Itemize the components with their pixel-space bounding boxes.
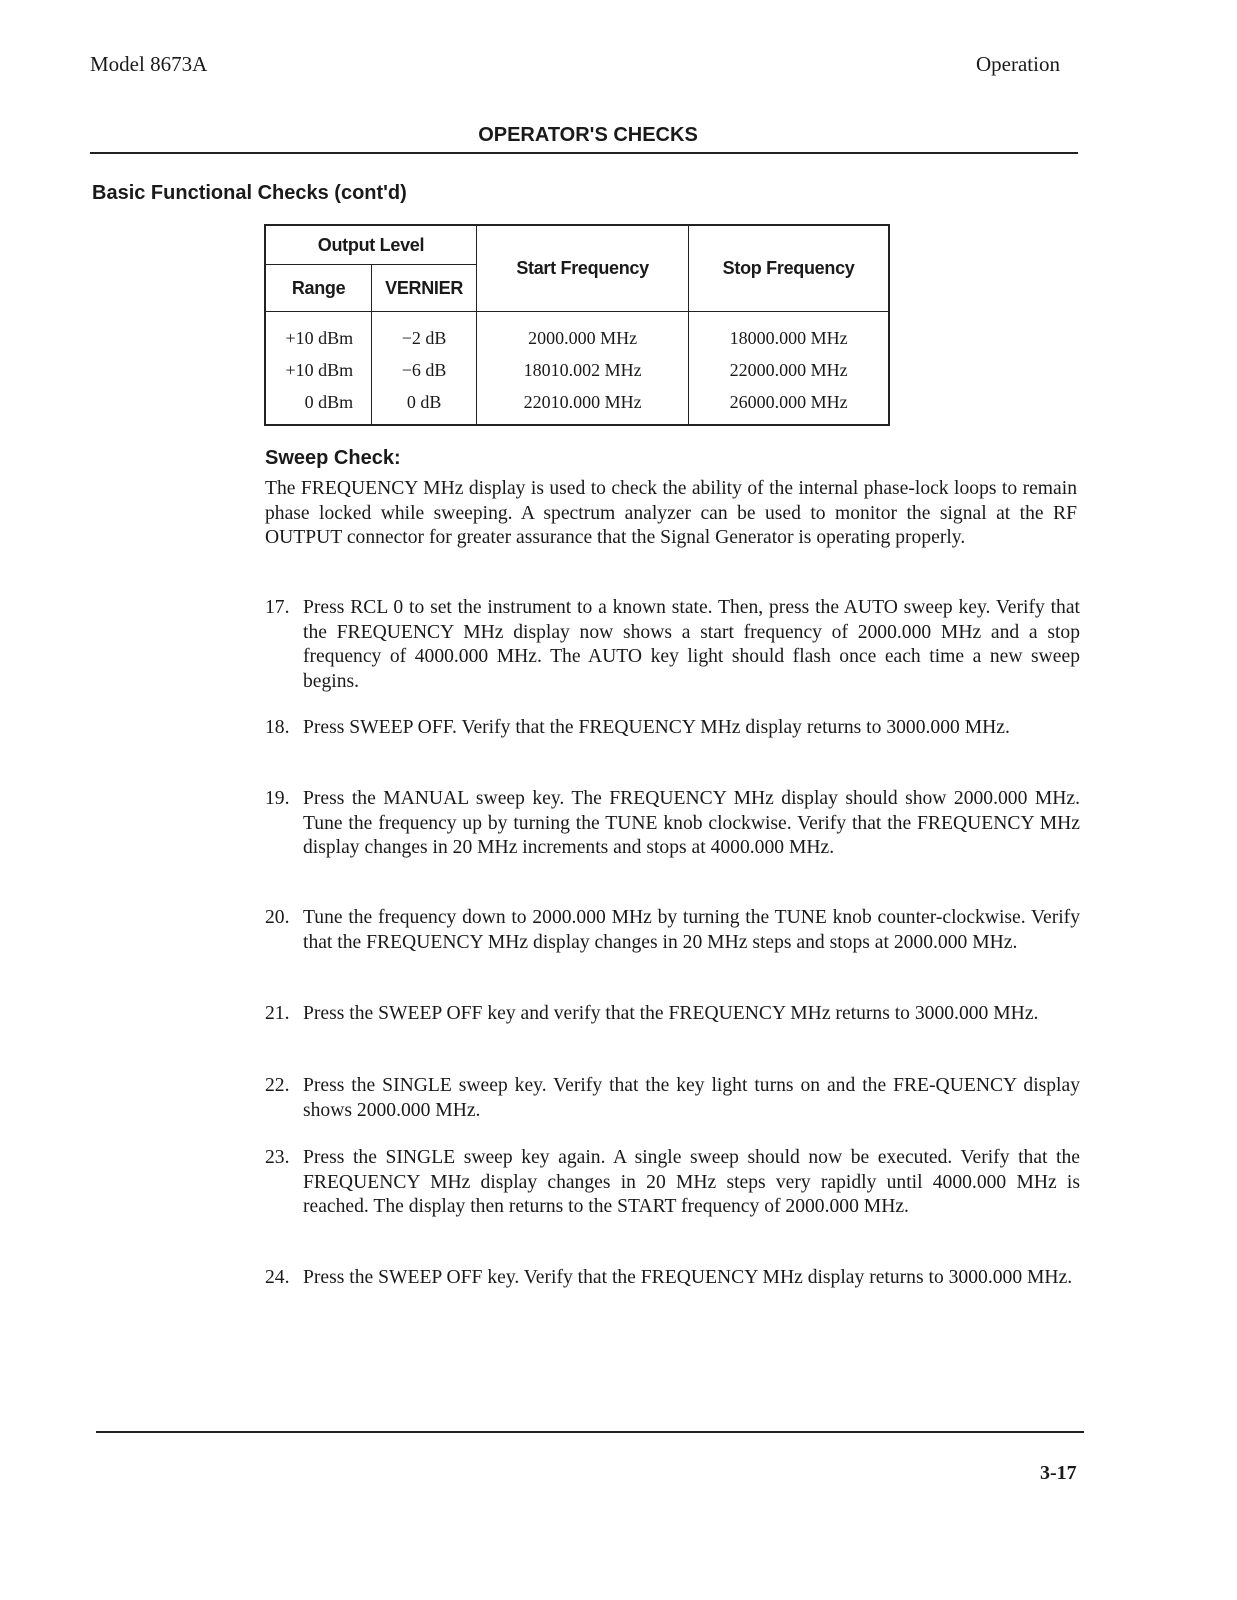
range-cell: +10 dBm	[265, 312, 372, 355]
table-row	[265, 354, 889, 386]
step-21	[265, 1002, 1080, 1027]
sweep-check-title: Sweep Check:	[265, 447, 401, 469]
header-chapter: Operation	[976, 52, 1060, 76]
step-number: 23.	[265, 1147, 290, 1168]
step-text: Press the SWEEP OFF key and verify that the FREQUENCY MHz returns to 3000.000 MHz.	[303, 1003, 1039, 1024]
start-frequency-cell: 22010.000 MHz	[476, 386, 688, 425]
table-row	[265, 386, 889, 425]
table-row	[265, 312, 889, 355]
range-cell: +10 dBm	[265, 354, 372, 386]
start-frequency-header: Start Frequency	[476, 225, 688, 312]
start-frequency-cell: 18010.002 MHz	[476, 354, 688, 386]
step-text: Press the SINGLE sweep key again. A single sweep should now be executed. Verify that the FREQUENCY MHz display changes in 20 MHz steps very rapidly until 4000.000 MHz is reached. The display then returns to the START frequency of 2000.000 MHz.	[303, 1147, 1080, 1217]
step-number: 24.	[265, 1267, 290, 1288]
stop-frequency-cell: 22000.000 MHz	[689, 354, 889, 386]
header-model: Model 8673A	[90, 52, 208, 76]
step-number: 20.	[265, 907, 290, 928]
top-rule	[90, 152, 1078, 154]
range-cell: 0 dBm	[265, 386, 372, 425]
step-23	[265, 1146, 1080, 1220]
output-level-table	[264, 224, 890, 426]
step-19	[265, 787, 1080, 861]
vernier-header: VERNIER	[372, 265, 477, 312]
stop-frequency-cell: 26000.000 MHz	[689, 386, 889, 425]
vernier-cell: −6 dB	[372, 354, 477, 386]
section-title: OPERATOR'S CHECKS	[478, 124, 698, 146]
step-text: Press the SINGLE sweep key. Verify that the key light turns on and the FRE-QUENCY display shows 2000.000 MHz.	[303, 1075, 1080, 1121]
step-number: 18.	[265, 717, 290, 738]
step-18	[265, 716, 1080, 741]
vernier-cell: −2 dB	[372, 312, 477, 355]
step-text: Press SWEEP OFF. Verify that the FREQUENCY MHz display returns to 3000.000 MHz.	[303, 717, 1010, 738]
step-number: 17.	[265, 597, 290, 618]
step-number: 19.	[265, 788, 290, 809]
step-20	[265, 906, 1080, 955]
subsection-title: Basic Functional Checks (cont'd)	[92, 182, 407, 204]
range-header: Range	[265, 265, 372, 312]
stop-frequency-cell: 18000.000 MHz	[689, 312, 889, 355]
step-text: Press the SWEEP OFF key. Verify that the FREQUENCY MHz display returns to 3000.000 MHz.	[303, 1267, 1073, 1288]
step-number: 22.	[265, 1075, 290, 1096]
step-text: Press RCL 0 to set the instrument to a known state. Then, press the AUTO sweep key. Verify that the FREQUENCY MHz display now shows a start frequency of 2000.000 MHz and a stop frequency of 4000.000 MHz. The AUTO key light should flash once each time a new sweep begins.	[303, 597, 1080, 692]
output-level-header: Output Level	[265, 225, 476, 265]
start-frequency-cell: 2000.000 MHz	[476, 312, 688, 355]
step-text: Tune the frequency down to 2000.000 MHz by turning the TUNE knob counter-clockwise. Verify that the FREQUENCY MHz display changes in 20 MHz steps and stops at 2000.000 MHz.	[303, 907, 1080, 953]
bottom-rule	[96, 1431, 1084, 1433]
step-17	[265, 596, 1080, 694]
vernier-cell: 0 dB	[372, 386, 477, 425]
page-number: 3-17	[1040, 1462, 1077, 1484]
stop-frequency-header: Stop Frequency	[689, 225, 889, 312]
step-22	[265, 1074, 1080, 1123]
step-number: 21.	[265, 1003, 290, 1024]
step-text: Press the MANUAL sweep key. The FREQUENCY MHz display should show 2000.000 MHz. Tune the frequency up by turning the TUNE knob clockwise. Verify that the FREQUENCY MHz display changes in 20 MHz increments and stops at 4000.000 MHz.	[303, 788, 1080, 858]
sweep-check-intro: The FREQUENCY MHz display is used to check the ability of the internal phase-lock loops to remain phase locked while sweeping. A spectrum analyzer can be used to monitor the signal at the RF OUTPUT connector for greater assurance that the Signal Generator is operating properly.	[265, 478, 1077, 548]
step-24	[265, 1266, 1080, 1291]
